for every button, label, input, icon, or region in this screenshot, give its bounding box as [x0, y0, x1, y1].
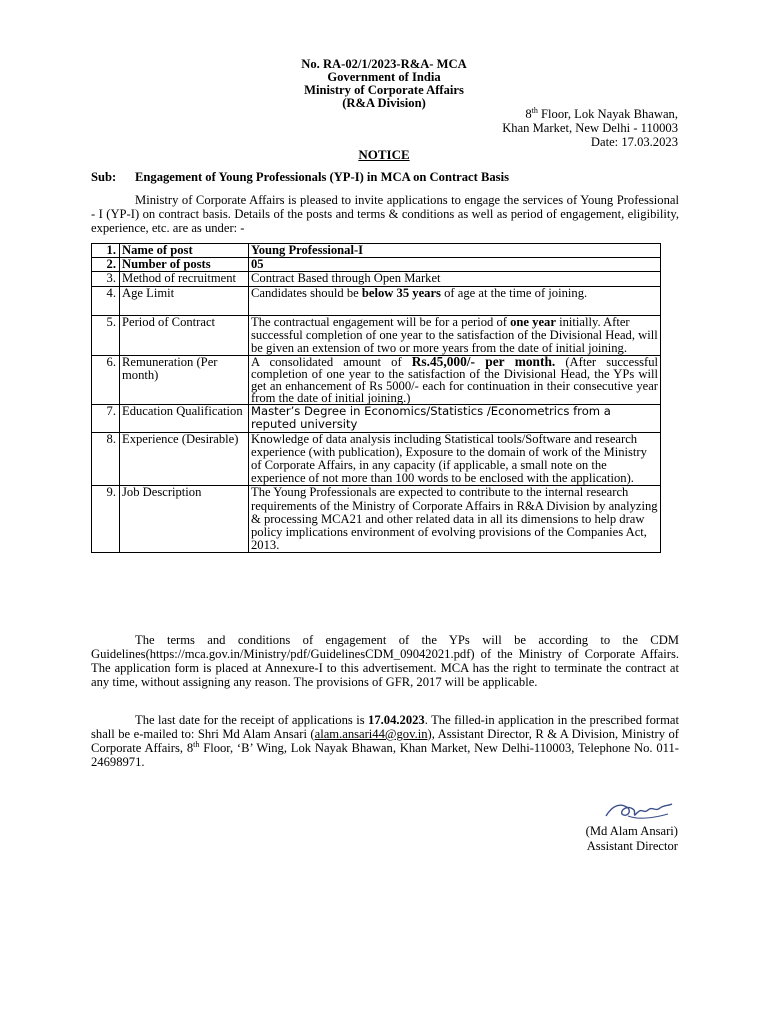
table-row: 9. Job Description The Young Professionals are expected to contribute to the internal research requirements of the Ministry of Corporate Affairs in R&A Division by analyzing & processing MCA21 and other related data in all its dimensions to help draw policy implications environment of evolving provisions of the Companies Act, 2013.: [92, 486, 661, 553]
ministry-heading: Ministry of Corporate Affairs: [304, 83, 464, 97]
last-date-paragraph: The last date for the receipt of applications is 17.04.2023. The filled-in application in the prescribed format shall be e-mailed to: Shri Md Alam Ansari (alam.ansari44@gov.in), Assistant Director, R & A Division, Ministry of Corporate Affairs, 8th Floor, ‘B’ Wing, Lok Nayak Bhawan, Khan Market, New Delhi-110003, Telephone No. 011-24698971.: [91, 713, 679, 769]
table-row: 3. Method of recruitment Contract Based through Open Market: [92, 272, 661, 286]
reference-number: No. RA-02/1/2023-R&A- MCA: [301, 57, 467, 71]
table-row: 4. Age Limit Candidates should be below 35 years of age at the time of joining.: [92, 286, 661, 315]
intro-paragraph: Ministry of Corporate Affairs is pleased to invite applications to engage the services of Young Professional - I (YP-I) on contract basis. Details of the posts and terms & conditions as well as period of engagement, eligibility, experience, etc. are as under: -: [91, 193, 679, 235]
subject-text: Engagement of Young Professionals (YP-I) in MCA on Contract Basis: [135, 170, 509, 184]
notice-title: NOTICE: [358, 147, 410, 162]
table-row: 5. Period of Contract The contractual engagement will be for a period of one year initially. After successful completion of one year to the satisfaction of the Divisional Head, will be given an extension of two or more years from the date of initial joining.: [92, 315, 661, 356]
table-row: 2. Number of posts 05: [92, 258, 661, 272]
subject-label: Sub:: [91, 170, 117, 184]
signature-image: [598, 796, 678, 824]
government-heading: Government of India: [327, 70, 441, 84]
subject-line: [91, 170, 509, 184]
table-row: 7. Education Qualification Master’s Degree in Economics/Statistics /Econometrics from a reputed university: [92, 405, 661, 432]
division-heading: (R&A Division): [342, 96, 426, 110]
signatory-block: [586, 824, 678, 854]
posts-table: [91, 243, 661, 553]
address-line-2: Khan Market, New Delhi - 110003: [502, 121, 678, 135]
address-line-1: 8th Floor, Lok Nayak Bhawan,: [525, 105, 678, 121]
terms-paragraph: The terms and conditions of engagement of the YPs will be according to the CDM Guidelines(https://mca.gov.in/Ministry/pdf/GuidelinesCDM_09042021.pdf) of the Ministry of Corporate Affairs. The application form is placed at Annexure-I to this advertisement. MCA has the right to terminate the contract at any time, without assigning any reason. The provisions of GFR, 2017 will be applicable.: [91, 633, 679, 689]
table-row: 1. Name of post Young Professional-I: [92, 244, 661, 258]
signatory-designation: Assistant Director: [586, 839, 678, 853]
table-row: 8. Experience (Desirable) Knowledge of data analysis including Statistical tools/Software and research experience (with publication), Exposure to the domain of work of the Ministry of Corporate Affairs, in any capacity (if applicable, a small note on the experience of not more than 100 words to be enclosed with the application).: [92, 432, 661, 486]
table-row: 6. Remuneration (Per month) A consolidated amount of Rs.45,000/- per month. (After successful completion of one year to the satisfaction of the Divisional Head, the YPs will get an enhancement of Rs 5000/- each for continuation in their consecutive year from the date of initial joining.): [92, 356, 661, 405]
notice-date: Date: 17.03.2023: [590, 135, 678, 149]
email-link[interactable]: alam.ansari44@gov.in: [314, 727, 428, 741]
signatory-name: (Md Alam Ansari): [585, 824, 678, 838]
